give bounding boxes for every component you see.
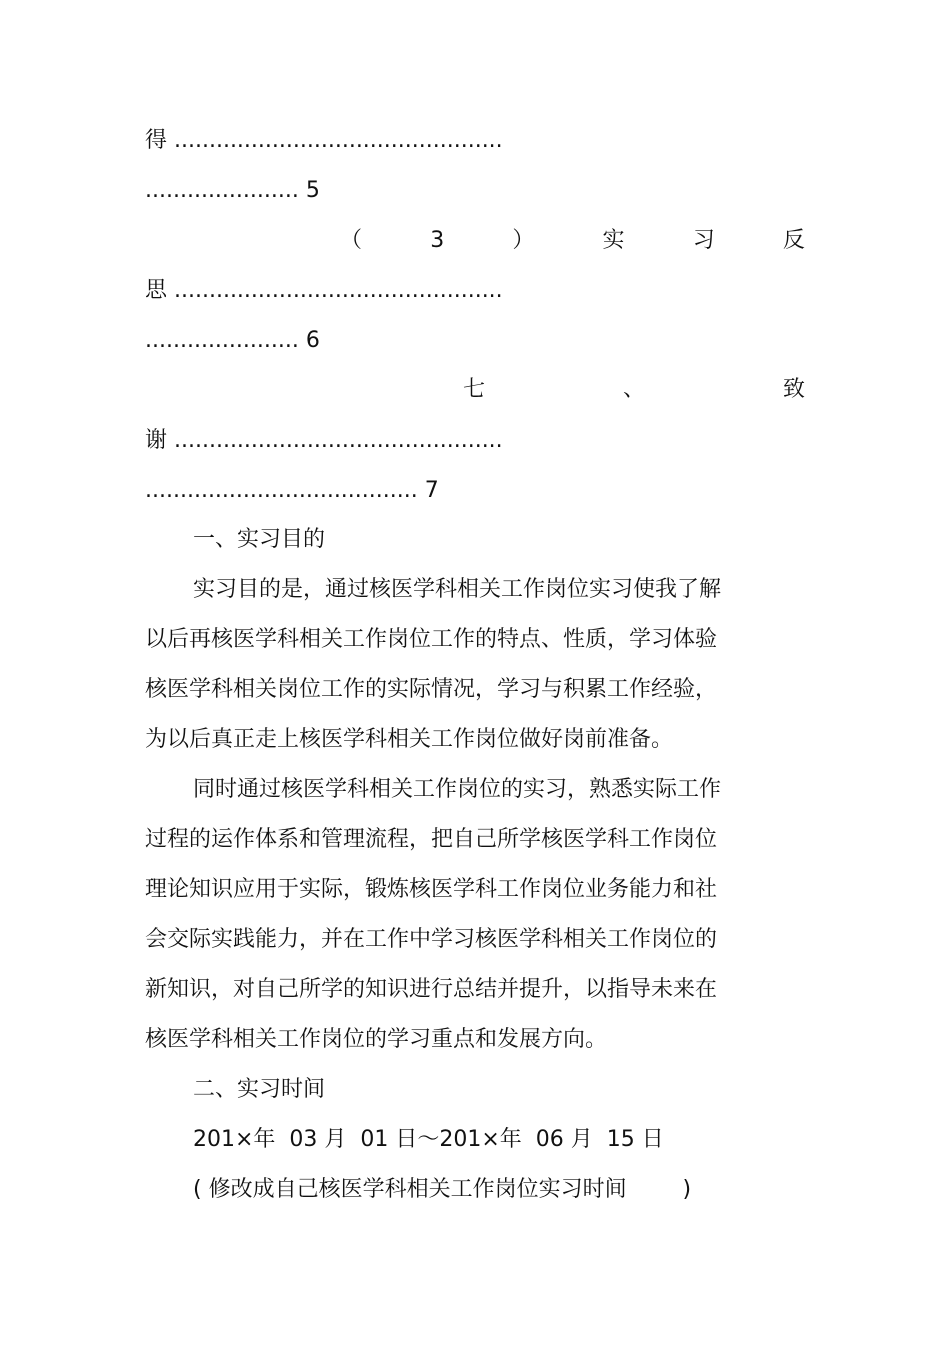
paragraph-line: 会交际实践能力，并在工作中学习核医学科相关工作岗位的	[145, 927, 718, 952]
internship-dates: 201×年 03 月 01 日～201×年 06 月 15 日	[193, 1127, 664, 1152]
toc-line-5: ...................... 6	[145, 328, 320, 353]
toc-char: 、	[622, 377, 645, 402]
toc-line-2: ...................... 5	[145, 178, 320, 203]
paragraph-line: 新知识，对自己所学的知识进行总结并提升，以指导未来在	[145, 977, 718, 1002]
toc-char: 3	[430, 228, 445, 253]
paragraph-line: 过程的运作体系和管理流程，把自己所学核医学科工作岗位	[145, 827, 718, 852]
toc-char: 反	[782, 228, 805, 253]
toc-char: 致	[782, 377, 805, 402]
toc-char: ）	[512, 228, 535, 253]
paragraph-line: 以后再核医学科相关工作岗位工作的特点、性质，学习体验	[145, 627, 718, 652]
paragraph-line: 核医学科相关岗位工作的实际情况，学习与积累工作经验，	[145, 677, 718, 702]
toc-line-6	[463, 375, 805, 405]
toc-char: （	[340, 228, 363, 253]
toc-line-4: 思 ...............................................	[145, 278, 503, 303]
toc-char: 七	[463, 377, 486, 402]
toc-line-8: ....................................... 7	[145, 478, 439, 503]
paragraph-line: 为以后真正走上核医学科相关工作岗位做好岗前准备。	[145, 727, 674, 752]
paragraph-line: 同时通过核医学科相关工作岗位的实习，熟悉实际工作	[193, 777, 722, 802]
toc-line-1: 得 ...............................................	[145, 128, 503, 153]
paragraph-line: 实习目的是，通过核医学科相关工作岗位实习使我了解	[193, 577, 722, 602]
toc-line-3	[340, 226, 805, 256]
toc-char: 习	[692, 228, 715, 253]
toc-char: 实	[602, 228, 625, 253]
edit-note: ( 修改成自己核医学科相关工作岗位实习时间 )	[193, 1177, 692, 1202]
section-heading-purpose: 一、实习目的	[193, 527, 326, 552]
section-heading-time: 二、实习时间	[193, 1077, 326, 1102]
paragraph-line: 核医学科相关工作岗位的学习重点和发展方向。	[145, 1027, 608, 1052]
paragraph-line: 理论知识应用于实际，锻炼核医学科工作岗位业务能力和社	[145, 877, 718, 902]
toc-line-7: 谢 ...............................................	[145, 428, 503, 453]
